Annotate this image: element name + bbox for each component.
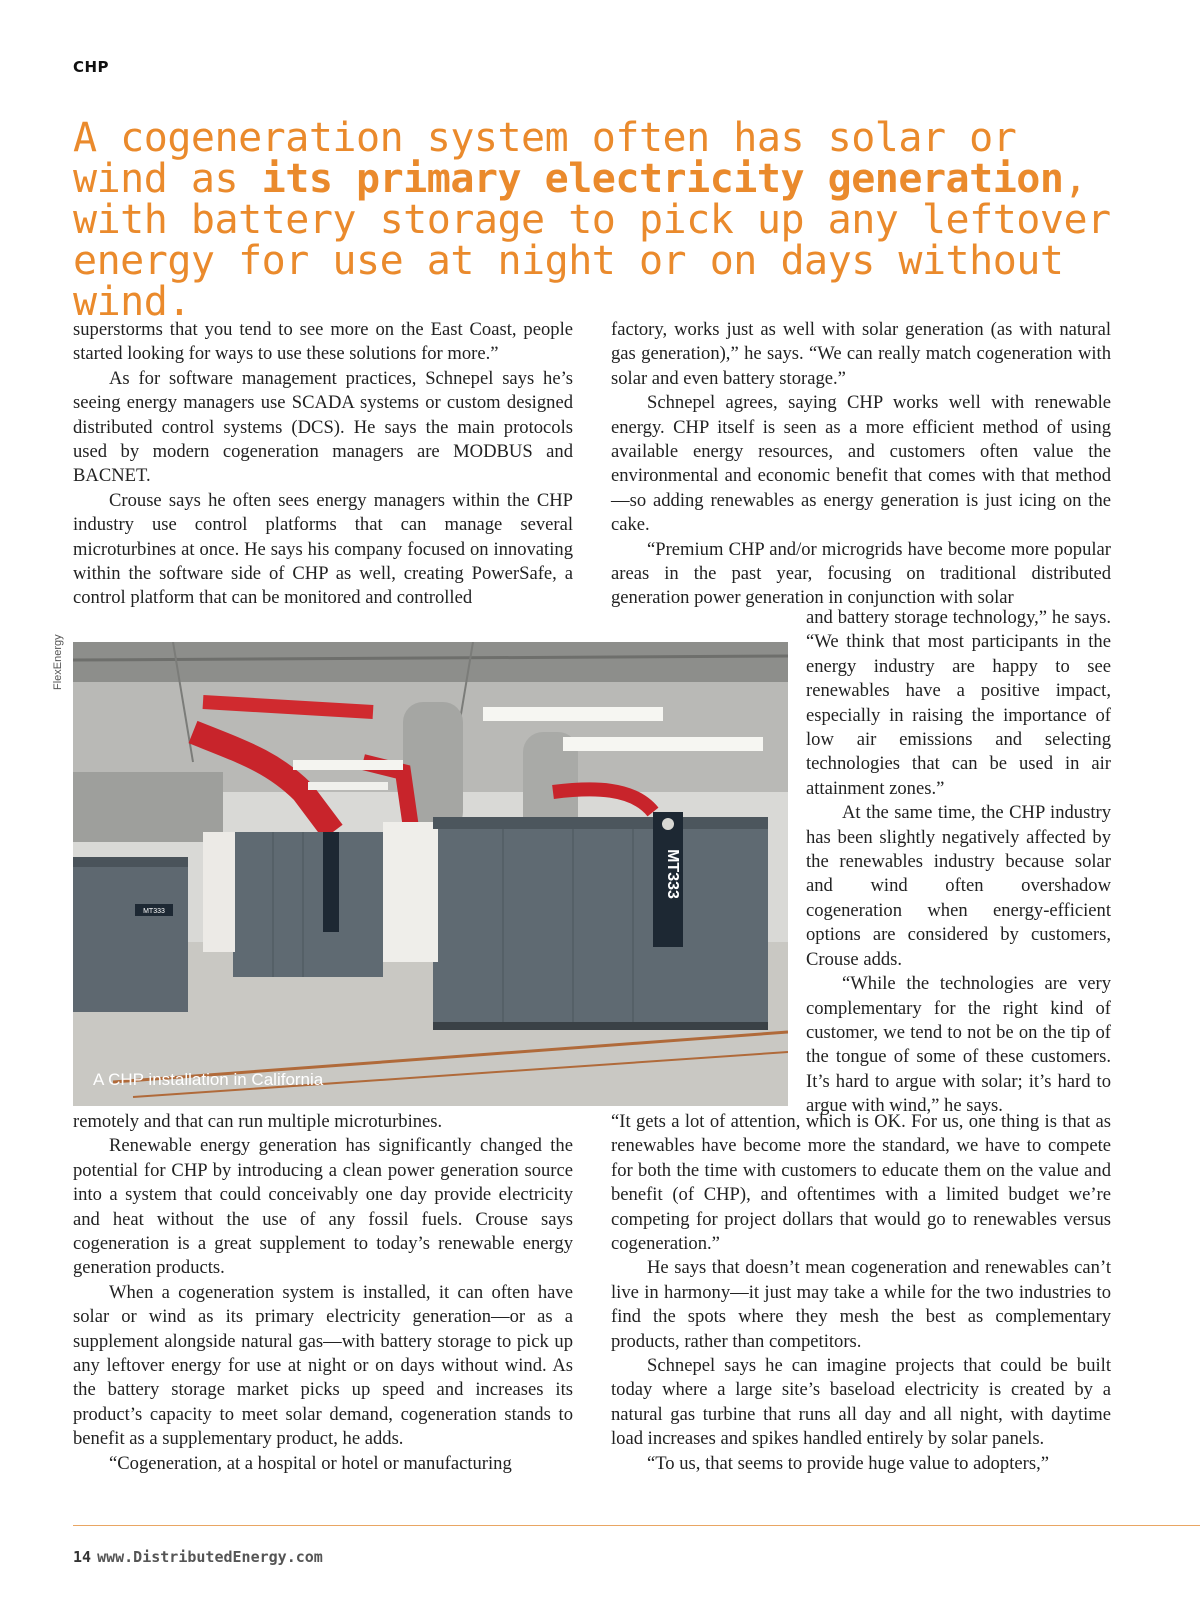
column-2-wrap-around-photo — [806, 606, 1111, 1119]
paragraph: “To us, that seems to provide huge value to adopters,” — [647, 1452, 1049, 1474]
paragraph: As for software management practices, Schnepel says he’s seeing energy managers use SCADA systems or custom designed distributed control systems (DCS). He says the main protocols used by modern cogeneration managers are MODBUS and BACNET. — [73, 367, 573, 487]
unit-label-right: MT333 — [664, 849, 681, 899]
website-link[interactable]: www.DistributedEnergy.com — [97, 1548, 323, 1566]
column-2-top — [611, 318, 1111, 611]
paragraph: When a cogeneration system is installed, it can often have solar or wind as its primary electricity generation—or as a supplement alongside natural gas—with battery storage to pick up any leftover energy for use at night or on days without wind. As the battery storage market picks up speed and increases its product’s capacity to meet solar demand, cogeneration stands to benefit as a supplementary product, he adds. — [73, 1281, 573, 1450]
pull-quote-part2: , with battery storage to pick up any leftover energy for use at night or on days without wind. — [73, 156, 1111, 325]
paragraph: remotely and that can run multiple microturbines. — [73, 1111, 443, 1132]
paragraph: Schnepel agrees, saying CHP works well with renewable energy. CHP itself is seen as a more efficient method of using available energy resources, and customers often value the environmental and economic benefit that comes with that method—so adding renewables as energy generation is just icing on the cake. — [611, 392, 1111, 536]
paragraph: At the same time, the CHP industry has been slightly negatively affected by the renewables industry because solar and wind often overshadow cogeneration when energy-efficient options are considered by customers, Crouse adds. — [806, 802, 1111, 970]
section-tag: CHP — [73, 58, 110, 76]
paragraph: He says that doesn’t mean cogeneration and renewables can’t live in harmony—it just may take a while for the two industries to find the spots where they mesh the best as complementary products, rather than competitors. — [611, 1257, 1111, 1352]
pull-quote — [73, 115, 1133, 325]
paragraph: superstorms that you tend to see more on the East Coast, people started looking for ways to use these solutions for more.” — [73, 319, 573, 365]
paragraph: “Cogeneration, at a hospital or hotel or manufacturing — [109, 1452, 512, 1474]
paragraph: Crouse says he often sees energy managers within the CHP industry use control platforms that can manage several microturbines at once. He says his company focused on innovating within the software side of CHP as well, creating PowerSafe, a control platform that can be monitored and controlled — [73, 489, 573, 609]
paragraph: Renewable energy generation has significantly changed the potential for CHP by introducing a clean power generation source into a system that could conceivably one day provide electricity and heat without the use of any fossil fuels. Crouse says cogeneration is a great supplement to today’s renewable energy generation products. — [73, 1135, 573, 1279]
column-1-top — [73, 318, 573, 611]
chp-installation-photo — [73, 642, 788, 1106]
unit-label-left: MT333 — [143, 908, 165, 915]
paragraph: “It gets a lot of attention, which is OK. For us, one thing is that as renewables have become more the standard, we have to compete for both the time with customers to educate them on the value and benefit (of CHP), and oftentimes with a limited budget we’re competing for project dollars that would go to renewables versus cogeneration.” — [611, 1111, 1111, 1255]
paragraph: “While the technologies are very complementary for the right kind of customer, we tend to not be on the tip of the tongue of some of these customers. It’s hard to argue with solar; it’s hard to argue with wind,” he says. — [806, 973, 1111, 1117]
paragraph: “Premium CHP and/or microgrids have become more popular areas in the past year, focusing on traditional distributed generation power generation in conjunction with solar — [611, 538, 1111, 609]
photo-credit: FlexEnergy — [52, 634, 64, 690]
pull-quote-bold: its primary electricity generation — [261, 156, 1064, 202]
paragraph: Schnepel says he can imagine projects that could be built today where a large site’s baseload electricity is created by a natural gas turbine that runs all day and all night, with daytime load increases and spikes handled entirely by solar panels. — [611, 1355, 1111, 1450]
column-1-bottom — [73, 1110, 573, 1476]
footer — [73, 1548, 323, 1566]
page-number: 14 — [73, 1548, 92, 1566]
column-2-bottom — [611, 1110, 1111, 1476]
paragraph: factory, works just as well with solar generation (as with natural gas generation),” he says. “We can really match cogeneration with solar and even battery storage.” — [611, 319, 1111, 389]
footer-rule — [73, 1525, 1200, 1526]
photo-illustration — [73, 642, 788, 1106]
paragraph: and battery storage technology,” he says. “We think that most participants in the energy industry are happy to see renewables have a positive impact, especially in raising the importance of low air emissions and selecting technologies that can be used in air attainment zones.” — [806, 607, 1111, 799]
pull-quote-part1: A cogeneration system often has solar or wind as — [73, 115, 1017, 202]
photo-caption: A CHP installation in California — [93, 1070, 324, 1089]
